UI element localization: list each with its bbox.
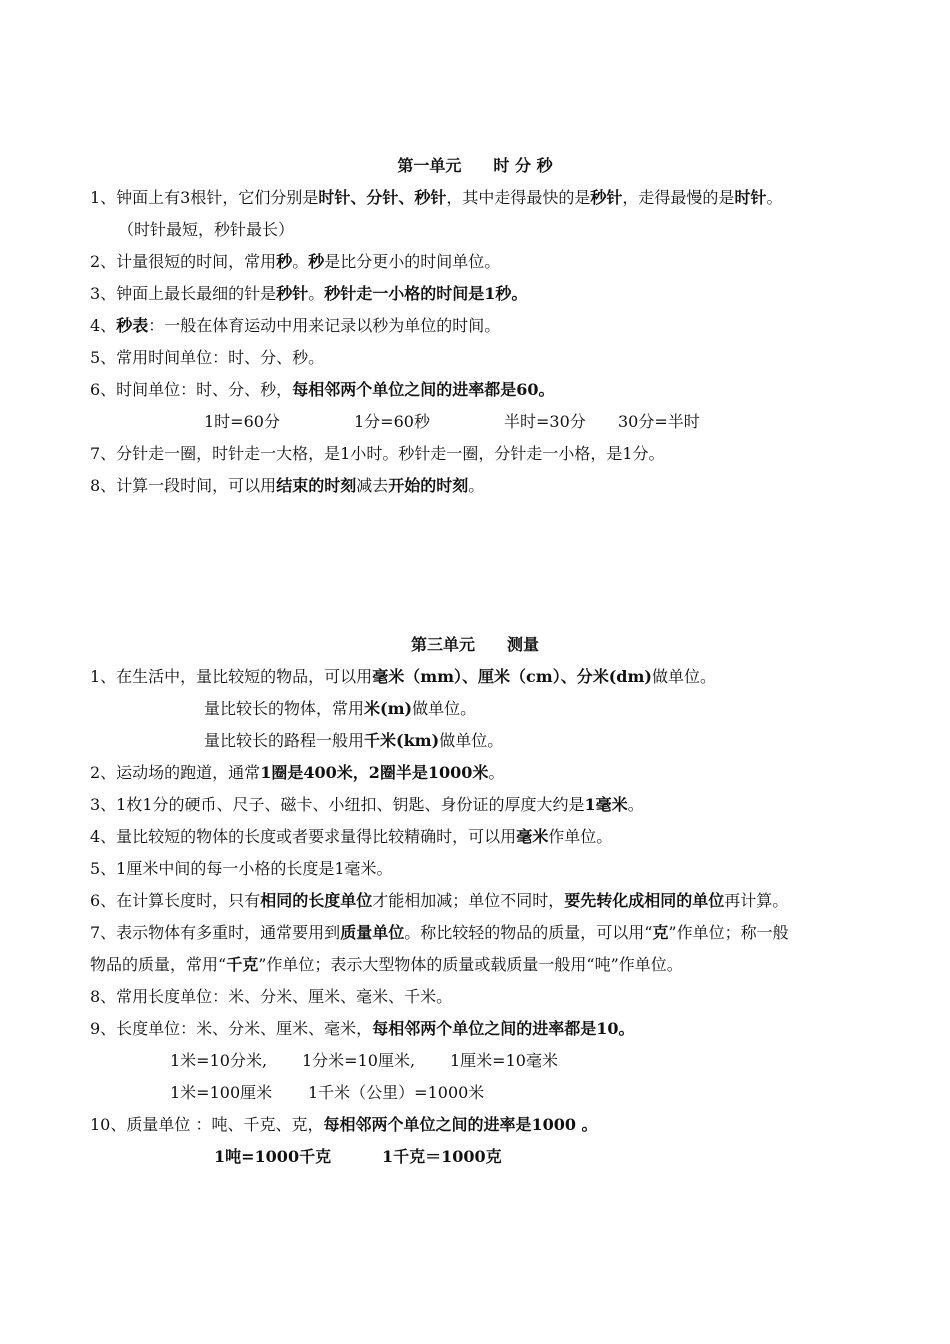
unit3-point-7 <box>90 922 870 944</box>
unit3-point-7-line-2 <box>90 954 870 976</box>
unit3-point-9-conversions-1 <box>170 1050 870 1072</box>
text: 。称比较轻的物品的质量，可以用“ <box>404 923 653 942</box>
bold-text: 克 <box>652 923 669 942</box>
text: 做单位。 <box>412 699 477 718</box>
text: 。 <box>308 284 325 303</box>
text: 物品的质量，常用“ <box>90 955 227 974</box>
text: 2、计量很短的时间，常用 <box>90 252 277 271</box>
text: 再计算。 <box>724 891 789 910</box>
bold-text: 秒针 <box>276 284 309 303</box>
unit1-point-1-note: （时针最短，秒针最长） <box>118 220 295 239</box>
unit1-point-8 <box>90 475 870 497</box>
unit1-point-6 <box>90 379 870 401</box>
bold-text: 开始的时刻 <box>388 476 469 495</box>
bold-text: 相同的长度单位 <box>260 891 373 910</box>
unit1-point-1 <box>90 187 870 209</box>
text: 4、 <box>90 316 117 335</box>
unit1-point-5: 5、常用时间单位：时、分、秒。 <box>90 348 325 367</box>
text: 4、量比较短的物体的长度或者要求量得比较精确时，可以用 <box>90 827 517 846</box>
bold-text: 质量单位 <box>340 923 405 942</box>
conversion: 1吨=1000千克 <box>214 1147 332 1166</box>
text: 2、运动场的跑道，通常 <box>90 763 261 782</box>
text: 才能相加减；单位不同时， <box>372 891 565 910</box>
conversion: 1厘米=10毫米 <box>450 1051 558 1070</box>
bold-text: 1圈是400米，2圈半是1000米 <box>260 763 489 782</box>
conversion: 半时=30分 <box>504 412 586 431</box>
unit3-point-2 <box>90 762 870 784</box>
conversion: 1分=60秒 <box>354 412 430 431</box>
bold-text: 每相邻两个单位之间的进率是1000 。 <box>323 1115 598 1134</box>
bold-text: 秒针 <box>590 188 623 207</box>
text: 10、质量单位 ：吨、千克、克， <box>90 1115 324 1134</box>
text: 是比分更小的时间单位。 <box>324 252 501 271</box>
unit3-point-10 <box>90 1114 870 1136</box>
unit1-point-3 <box>90 283 870 305</box>
bold-text: 毫米 <box>516 827 549 846</box>
text: 做单位。 <box>651 667 716 686</box>
unit1-point-2 <box>90 251 870 273</box>
conversion: 1千米（公里）=1000米 <box>308 1083 485 1102</box>
bold-text: 每相邻两个单位之间的进率都是60。 <box>292 380 555 399</box>
text: 。 <box>468 476 485 495</box>
text: 量比较长的路程一般用 <box>204 731 365 750</box>
conversion: 1米=100厘米 <box>170 1083 273 1102</box>
unit3-point-9 <box>90 1018 870 1040</box>
text: 7、表示物体有多重时，通常要用到 <box>90 923 341 942</box>
text: ：一般在体育运动中用来记录以秒为单位的时间。 <box>148 316 501 335</box>
unit3-point-1-line-3 <box>204 730 870 752</box>
text: 。 <box>627 795 644 814</box>
unit3-point-6 <box>90 890 870 912</box>
bold-text: 每相邻两个单位之间的进率都是10。 <box>372 1019 635 1038</box>
conversion: 1时=60分 <box>204 412 280 431</box>
bold-text: 秒 <box>276 252 293 271</box>
bold-text: 秒 <box>308 252 325 271</box>
text: 6、在计算长度时，只有 <box>90 891 261 910</box>
conversion: 1米=10分米, <box>170 1051 268 1070</box>
text: ，走得最慢的是 <box>622 188 735 207</box>
unit1-point-4 <box>90 315 870 337</box>
text: 6、时间单位：时、分、秒， <box>90 380 293 399</box>
conversion: 1分米=10厘米, <box>302 1051 416 1070</box>
text: 8、计算一段时间，可以用 <box>90 476 277 495</box>
text: 。 <box>766 188 783 207</box>
text: 1、在生活中，量比较短的物品，可以用 <box>90 667 373 686</box>
text: ”作单位；称一般 <box>668 923 789 942</box>
unit3-point-1-line-2 <box>204 698 870 720</box>
bold-text: 秒针走一小格的时间是1秒。 <box>324 284 528 303</box>
unit3-point-1 <box>90 666 870 688</box>
unit3-point-9-conversions-2 <box>170 1082 870 1104</box>
text: 。 <box>292 252 309 271</box>
unit3-point-4 <box>90 826 870 848</box>
text: 做单位。 <box>439 731 504 750</box>
unit1-title: 第一单元 时 分 秒 <box>397 156 553 175</box>
bold-text: 米(m) <box>364 699 413 718</box>
bold-text: 结束的时刻 <box>276 476 357 495</box>
bold-text: 千克 <box>226 955 259 974</box>
text: 3、钟面上最长最细的针是 <box>90 284 277 303</box>
unit1-point-6-conversions <box>204 411 870 433</box>
conversion: 1千克＝1000克 <box>382 1147 502 1166</box>
text: ，其中走得最快的是 <box>446 188 591 207</box>
unit3-point-8: 8、常用长度单位：米、分米、厘米、毫米、千米。 <box>90 987 453 1006</box>
text: 9、长度单位：米、分米、厘米、毫米， <box>90 1019 373 1038</box>
conversion: 30分=半时 <box>618 412 700 431</box>
unit3-point-3 <box>90 794 870 816</box>
bold-text: 1毫米 <box>584 795 628 814</box>
text: 。 <box>488 763 505 782</box>
text: 1、钟面上有3根针，它们分别是 <box>90 188 319 207</box>
text: 3、1枚1分的硬币、尺子、磁卡、小纽扣、钥匙、身份证的厚度大约是 <box>90 795 585 814</box>
unit1-point-7: 7、分针走一圈，时针走一大格，是1小时。秒针走一圈，分针走一小格，是1分。 <box>90 444 665 463</box>
text: 量比较长的物体，常用 <box>204 699 365 718</box>
text: 作单位。 <box>548 827 613 846</box>
unit3-point-5: 5、1厘米中间的每一小格的长度是1毫米。 <box>90 859 393 878</box>
text: 减去 <box>356 476 389 495</box>
text: ”作单位；表示大型物体的质量或载质量一般用“吨”作单位。 <box>258 955 683 974</box>
unit3-title: 第三单元 测量 <box>410 635 539 654</box>
bold-text: 要先转化成相同的单位 <box>564 891 725 910</box>
bold-text: 毫米（mm）、厘米（cm）、分米(dm) <box>372 667 652 686</box>
bold-text: 时针、分针、秒针 <box>318 188 447 207</box>
bold-text: 千米(km) <box>364 731 440 750</box>
bold-text: 时针 <box>734 188 767 207</box>
bold-text: 秒表 <box>116 316 149 335</box>
unit3-point-10-conversions <box>214 1146 870 1168</box>
